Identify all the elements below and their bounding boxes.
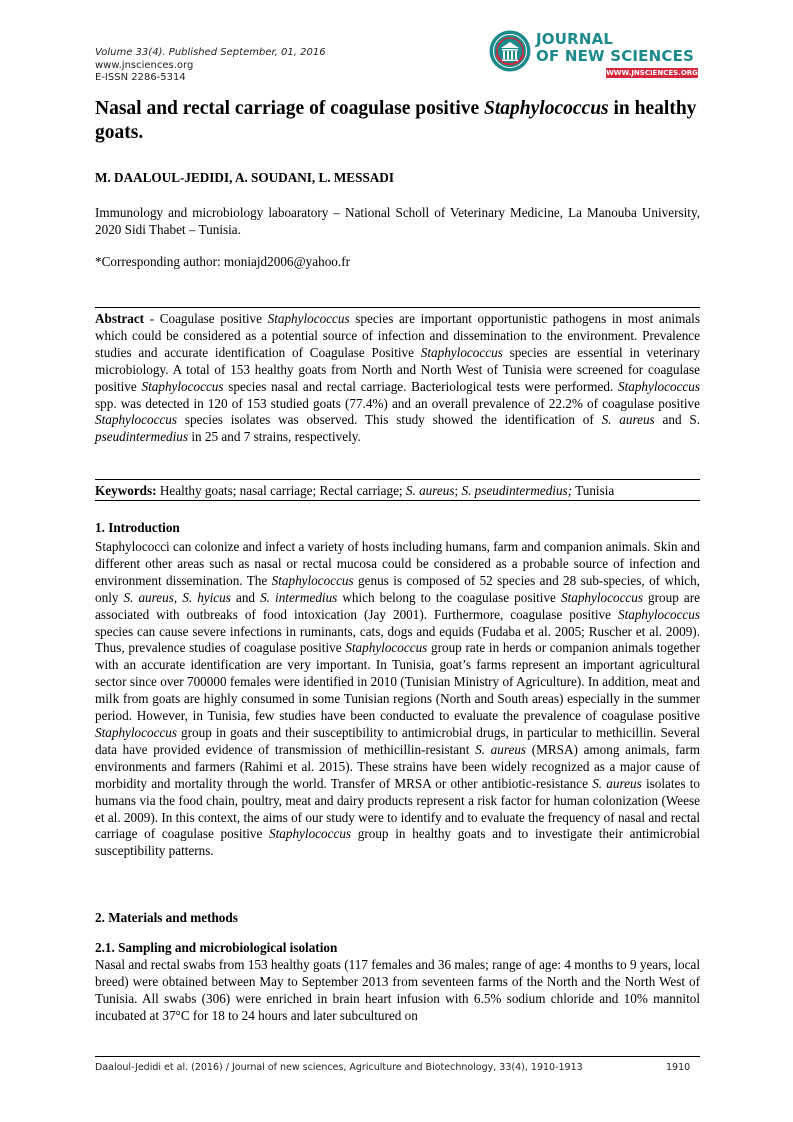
italic-term: Staphylococcus xyxy=(617,606,700,622)
text-run: isolates to humans via the food chain, poultry, meat and dairy products represent a risk factor for human colonization (Weese et al. 2009). In this context, the aims of our study were to identify and to evaluate the frequency of nasal and rectal carriage of coagulase positive xyxy=(95,775,700,842)
journal-seal-icon xyxy=(488,29,532,73)
text-run: , xyxy=(173,589,183,605)
affiliation: Immunology and microbiology laboaratory – National Scholl of Veterinary Medicine, La Manouba University, 2020 Sidi Thabet – Tunisia. xyxy=(95,205,700,237)
text-run: genus is composed of 52 species and 28 sub-species, of which, only xyxy=(95,572,700,605)
corresponding-author: *Corresponding author: moniajd2006@yahoo.fr xyxy=(95,254,350,269)
title-text: Nasal and rectal carriage of coagulase positive xyxy=(95,98,485,119)
footer-rule xyxy=(95,1056,700,1057)
logo-url: WWW.JNSCIENCES.ORG xyxy=(606,69,698,77)
page-number: 1910 xyxy=(666,1062,691,1073)
text-run: species are important opportunistic pathogens in most animals which could be considered as a potential source of infection and dissemination to the environment. Prevalence studies and accurate identification of Coagulase Positive xyxy=(95,311,700,360)
text-run: group in goats and their susceptibility to antimicrobial drugs, in particular to methicillin. Several data have provided evidence of transmission of methicillin-resistant xyxy=(95,724,700,757)
text-run: species nasal and rectal carriage. Bacteriological tests were performed. xyxy=(223,378,618,394)
italic-term: S. aureus xyxy=(123,589,174,605)
italic-term: S. aureus xyxy=(405,483,455,498)
logo-line-2: OF NEW SCIENCES xyxy=(536,47,695,65)
text-run: (MRSA) among animals, farm environments and farmers (Rahimi et al. 2015). These strains have been widely recognized as a major cause of morbidity and mortality through the world. Transfer of MRSA or other antibiotic-resistance xyxy=(95,741,701,791)
volume-info: Volume 33(4). Published September, 01, 2016 xyxy=(95,47,326,58)
logo-line-1: JOURNAL xyxy=(536,30,614,48)
article-title xyxy=(95,97,700,145)
text-run: - Coagulase positive xyxy=(144,311,268,326)
text-run: Tunisia xyxy=(572,483,615,498)
text-run: species isolates was observed. This study showed the identification of xyxy=(177,412,602,428)
issn: E-ISSN 2286-5314 xyxy=(95,72,186,83)
italic-term: Staphylococcus xyxy=(271,572,354,588)
text-run: species can cause severe infections in ruminants, cats, dogs and equids (Fudaba et al. 2005; Ruscher et al. 2009). Thus, prevalence studies of coagulase positive xyxy=(95,623,700,656)
abstract-label: Abstract xyxy=(95,311,145,326)
sampling-heading: 2.1. Sampling and microbiological isolation xyxy=(95,940,338,955)
text-run: ; xyxy=(454,483,462,498)
italic-term: S. aureus xyxy=(475,741,527,757)
text-run: spp. was detected in 120 of 153 studied goats (77.4%) and an overall prevalence of 22.2% of coagulase positive xyxy=(95,395,700,411)
author-list: M. DAALOUL-JEDIDI, A. SOUDANI, L. MESSADI xyxy=(95,170,394,185)
intro-paragraph xyxy=(95,539,700,860)
abstract-body xyxy=(95,311,700,444)
text-run: which belong to the coagulase positive xyxy=(337,589,561,605)
italic-term: pseudintermedius xyxy=(95,429,189,445)
italic-term: Staphylococcus xyxy=(617,378,700,394)
italic-term: Staphylococcus xyxy=(420,344,503,360)
italic-term: Staphylococcus xyxy=(267,311,350,326)
italic-term: Staphylococcus xyxy=(95,724,178,740)
italic-term: Staphylococcus xyxy=(141,378,224,394)
abstract xyxy=(95,311,700,446)
footer-citation: Daaloul-Jedidi et al. (2016) / Journal of new sciences, Agriculture and Biotechnology, 33(4), 1910-1913 xyxy=(95,1062,583,1073)
keywords-top-rule xyxy=(95,479,700,480)
keywords xyxy=(95,483,700,500)
text-run: group rate in herds or companion animals together with an accurate identification are very important. In Tunisia, goat’s farms represent an important agricultural sector since over 700000 females were identified in 2010 (Tunisian Ministry of Agriculture). In addition, meat and milk from goats are highly consumed in some Tunisian regions (North and South areas) especially in the summer period. However, in Tunisia, few studies have been conducted to evaluate the prevalence of coagulase positive xyxy=(95,640,700,724)
text-run: species are essential in veterinary microbiology. A total of 153 healthy goats from North and North West of Tunisia were screened for coagulase positive xyxy=(95,344,700,394)
text-run: and xyxy=(230,589,261,605)
text-run: Staphylococci can colonize and infect a variety of hosts including humans, farm and companion animals. Skin and different other areas such as nasal or rectal mucosa could be considered as a probable source of infection and environment dissemination. The xyxy=(95,539,700,588)
text-run: group in healthy goats and to investigate their antimicrobial susceptibility patterns. xyxy=(95,826,700,859)
abstract-top-rule xyxy=(95,307,700,308)
sampling-paragraph: Nasal and rectal swabs from 153 healthy goats (117 females and 36 males; range of age: 4 months to 9 years, local breed) were obtained between May to September 2013 from seventeen farms of the North and the North West of Tunisia. All swabs (306) were enriched in brain heart infusion with 6.5% sodium chloride and 10% mannitol incubated at 37°C for 18 to 24 hours and later subcultured on xyxy=(95,957,700,1023)
journal-website[interactable]: www.jnsciences.org xyxy=(95,59,194,71)
italic-term: Staphylococcus xyxy=(269,826,352,842)
title-genus: Staphylococcus xyxy=(484,98,609,119)
title-text-end: in healthy goats. xyxy=(95,98,697,143)
logo-wordmark xyxy=(536,31,694,65)
italic-term: S. aureus xyxy=(601,412,655,428)
intro-heading: 1. Introduction xyxy=(95,520,180,535)
italic-term: Staphylococcus xyxy=(560,589,643,605)
italic-term: S. pseudintermedius; xyxy=(461,483,573,498)
italic-term: S. aureus xyxy=(592,775,642,791)
italic-term: Staphylococcus xyxy=(95,412,178,428)
keywords-label: Keywords: xyxy=(95,483,157,498)
italic-term: S. intermedius xyxy=(260,589,338,605)
text-run: in 25 and 7 strains, respectively. xyxy=(188,429,361,445)
keywords-bottom-rule xyxy=(95,500,700,501)
journal-logo xyxy=(488,27,703,89)
text-run: and S. xyxy=(654,412,700,428)
journal-meta xyxy=(95,47,326,85)
keywords-list xyxy=(157,483,615,498)
text-run: group are associated with outbreaks of food intoxication (Jay 2001). Furthermore, coagulase positive xyxy=(95,589,700,622)
text-run: Healthy goats; nasal carriage; Rectal carriage; xyxy=(156,483,406,498)
methods-heading: 2. Materials and methods xyxy=(95,910,238,925)
italic-term: Staphylococcus xyxy=(345,640,428,656)
italic-term: S. hyicus xyxy=(182,589,231,605)
